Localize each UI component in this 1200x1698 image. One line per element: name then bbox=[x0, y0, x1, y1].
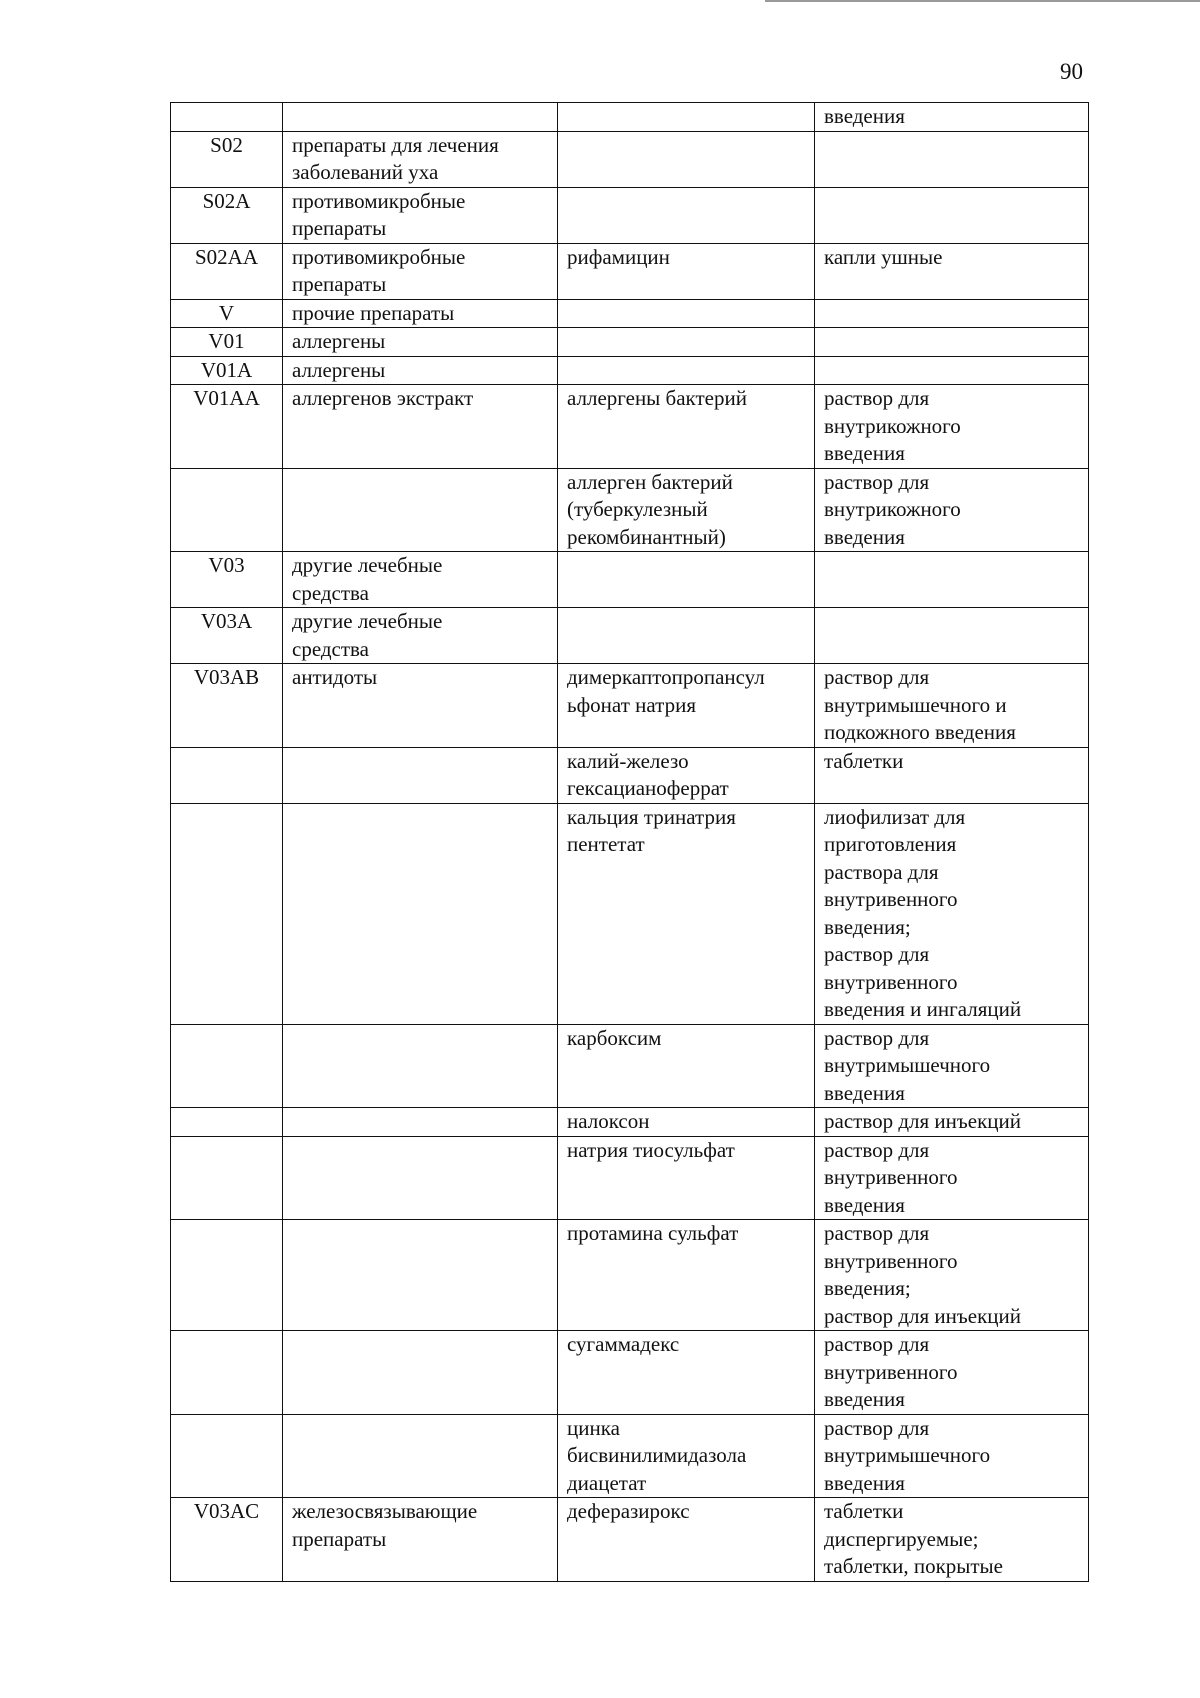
anatomical-group-cell: прочие препараты bbox=[283, 299, 558, 328]
table-row bbox=[171, 608, 1089, 664]
anatomical-group-cell bbox=[283, 1108, 558, 1137]
dosage-form-cell bbox=[815, 131, 1089, 187]
anatomical-group-cell: противомикробные препараты bbox=[283, 187, 558, 243]
dosage-form-cell bbox=[815, 328, 1089, 357]
table-row bbox=[171, 1108, 1089, 1137]
drug-name-cell: рифамицин bbox=[558, 243, 815, 299]
drug-name-cell: карбоксим bbox=[558, 1024, 815, 1108]
drug-name-cell bbox=[558, 552, 815, 608]
atc-code-cell: V01A bbox=[171, 356, 283, 385]
table-row bbox=[171, 1498, 1089, 1582]
atc-code-cell: V01 bbox=[171, 328, 283, 357]
dosage-form-cell: раствор для внутримышечного введения bbox=[815, 1024, 1089, 1108]
drug-name-cell: протамина сульфат bbox=[558, 1220, 815, 1331]
drug-name-cell: кальция тринатрия пентетат bbox=[558, 803, 815, 1024]
atc-code-cell bbox=[171, 803, 283, 1024]
dosage-form-cell: раствор для внутримышечного введения bbox=[815, 1414, 1089, 1498]
table-row bbox=[171, 468, 1089, 552]
atc-code-cell bbox=[171, 103, 283, 132]
anatomical-group-cell bbox=[283, 1331, 558, 1415]
atc-code-cell bbox=[171, 1414, 283, 1498]
drug-name-cell bbox=[558, 356, 815, 385]
dosage-form-cell: капли ушные bbox=[815, 243, 1089, 299]
table-row bbox=[171, 103, 1089, 132]
dosage-form-cell: таблетки диспергируемые; таблетки, покрытые bbox=[815, 1498, 1089, 1582]
dosage-form-cell: введения bbox=[815, 103, 1089, 132]
dosage-form-cell: лиофилизат для приготовления раствора для внутривенного введения; раствор для внутривенного введения и ингаляций bbox=[815, 803, 1089, 1024]
table-row bbox=[171, 664, 1089, 748]
drug-name-cell bbox=[558, 328, 815, 357]
anatomical-group-cell bbox=[283, 468, 558, 552]
dosage-form-cell: раствор для внутривенного введения bbox=[815, 1136, 1089, 1220]
table-row bbox=[171, 1331, 1089, 1415]
drug-name-cell bbox=[558, 103, 815, 132]
drug-name-cell: аллерген бактерий (туберкулезный рекомбинантный) bbox=[558, 468, 815, 552]
anatomical-group-cell bbox=[283, 747, 558, 803]
table-row bbox=[171, 1414, 1089, 1498]
table-row bbox=[171, 187, 1089, 243]
dosage-form-cell: таблетки bbox=[815, 747, 1089, 803]
atc-code-cell bbox=[171, 1331, 283, 1415]
drug-name-cell bbox=[558, 131, 815, 187]
anatomical-group-cell bbox=[283, 1136, 558, 1220]
anatomical-group-cell: антидоты bbox=[283, 664, 558, 748]
atc-code-cell: V bbox=[171, 299, 283, 328]
drug-name-cell: натрия тиосульфат bbox=[558, 1136, 815, 1220]
dosage-form-cell: раствор для внутрикожного введения bbox=[815, 468, 1089, 552]
atc-code-cell: S02AA bbox=[171, 243, 283, 299]
anatomical-group-cell: аллергенов экстракт bbox=[283, 385, 558, 469]
anatomical-group-cell: аллергены bbox=[283, 328, 558, 357]
table-body bbox=[171, 103, 1089, 1582]
anatomical-group-cell bbox=[283, 103, 558, 132]
table-row bbox=[171, 385, 1089, 469]
dosage-form-cell bbox=[815, 299, 1089, 328]
atc-code-cell: S02 bbox=[171, 131, 283, 187]
atc-code-cell: V03 bbox=[171, 552, 283, 608]
dosage-form-cell: раствор для внутривенного введения; раствор для инъекций bbox=[815, 1220, 1089, 1331]
anatomical-group-cell: другие лечебные средства bbox=[283, 552, 558, 608]
dosage-form-cell: раствор для внутривенного введения bbox=[815, 1331, 1089, 1415]
anatomical-group-cell: железосвязывающие препараты bbox=[283, 1498, 558, 1582]
drug-name-cell bbox=[558, 187, 815, 243]
dosage-form-cell bbox=[815, 608, 1089, 664]
drug-name-cell: деферазирокс bbox=[558, 1498, 815, 1582]
table-row bbox=[171, 243, 1089, 299]
page-number: 90 bbox=[1060, 59, 1083, 84]
table-row bbox=[171, 328, 1089, 357]
drug-name-cell: аллергены бактерий bbox=[558, 385, 815, 469]
drug-name-cell: цинка бисвинилимидазола диацетат bbox=[558, 1414, 815, 1498]
atc-code-cell: V03A bbox=[171, 608, 283, 664]
atc-code-cell bbox=[171, 747, 283, 803]
atc-code-cell bbox=[171, 1220, 283, 1331]
drug-name-cell bbox=[558, 299, 815, 328]
dosage-form-cell: раствор для инъекций bbox=[815, 1108, 1089, 1137]
dosage-form-cell bbox=[815, 356, 1089, 385]
atc-code-cell bbox=[171, 1108, 283, 1137]
table-row bbox=[171, 747, 1089, 803]
table-row bbox=[171, 1136, 1089, 1220]
drug-name-cell bbox=[558, 608, 815, 664]
drug-name-cell: димеркаптопропансул ьфонат натрия bbox=[558, 664, 815, 748]
atc-code-cell bbox=[171, 1024, 283, 1108]
anatomical-group-cell bbox=[283, 1220, 558, 1331]
table-row bbox=[171, 356, 1089, 385]
atc-code-cell: V03AC bbox=[171, 1498, 283, 1582]
atc-code-cell bbox=[171, 1136, 283, 1220]
dosage-form-cell bbox=[815, 187, 1089, 243]
dosage-form-cell: раствор для внутримышечного и подкожного введения bbox=[815, 664, 1089, 748]
table-row bbox=[171, 1220, 1089, 1331]
drug-classification-table bbox=[170, 102, 1089, 1582]
atc-code-cell: S02A bbox=[171, 187, 283, 243]
anatomical-group-cell: аллергены bbox=[283, 356, 558, 385]
anatomical-group-cell bbox=[283, 1024, 558, 1108]
drug-name-cell: калий-железо гексацианоферрат bbox=[558, 747, 815, 803]
atc-code-cell bbox=[171, 468, 283, 552]
dosage-form-cell bbox=[815, 552, 1089, 608]
table-row bbox=[171, 1024, 1089, 1108]
table-row bbox=[171, 803, 1089, 1024]
table-row bbox=[171, 552, 1089, 608]
anatomical-group-cell: другие лечебные средства bbox=[283, 608, 558, 664]
anatomical-group-cell: противомикробные препараты bbox=[283, 243, 558, 299]
anatomical-group-cell: препараты для лечения заболеваний уха bbox=[283, 131, 558, 187]
scan-top-edge-line bbox=[765, 0, 1200, 2]
dosage-form-cell: раствор для внутрикожного введения bbox=[815, 385, 1089, 469]
anatomical-group-cell bbox=[283, 1414, 558, 1498]
table-row bbox=[171, 131, 1089, 187]
drug-name-cell: налоксон bbox=[558, 1108, 815, 1137]
drug-name-cell: сугаммадекс bbox=[558, 1331, 815, 1415]
anatomical-group-cell bbox=[283, 803, 558, 1024]
atc-code-cell: V03AB bbox=[171, 664, 283, 748]
atc-code-cell: V01AA bbox=[171, 385, 283, 469]
table-row bbox=[171, 299, 1089, 328]
